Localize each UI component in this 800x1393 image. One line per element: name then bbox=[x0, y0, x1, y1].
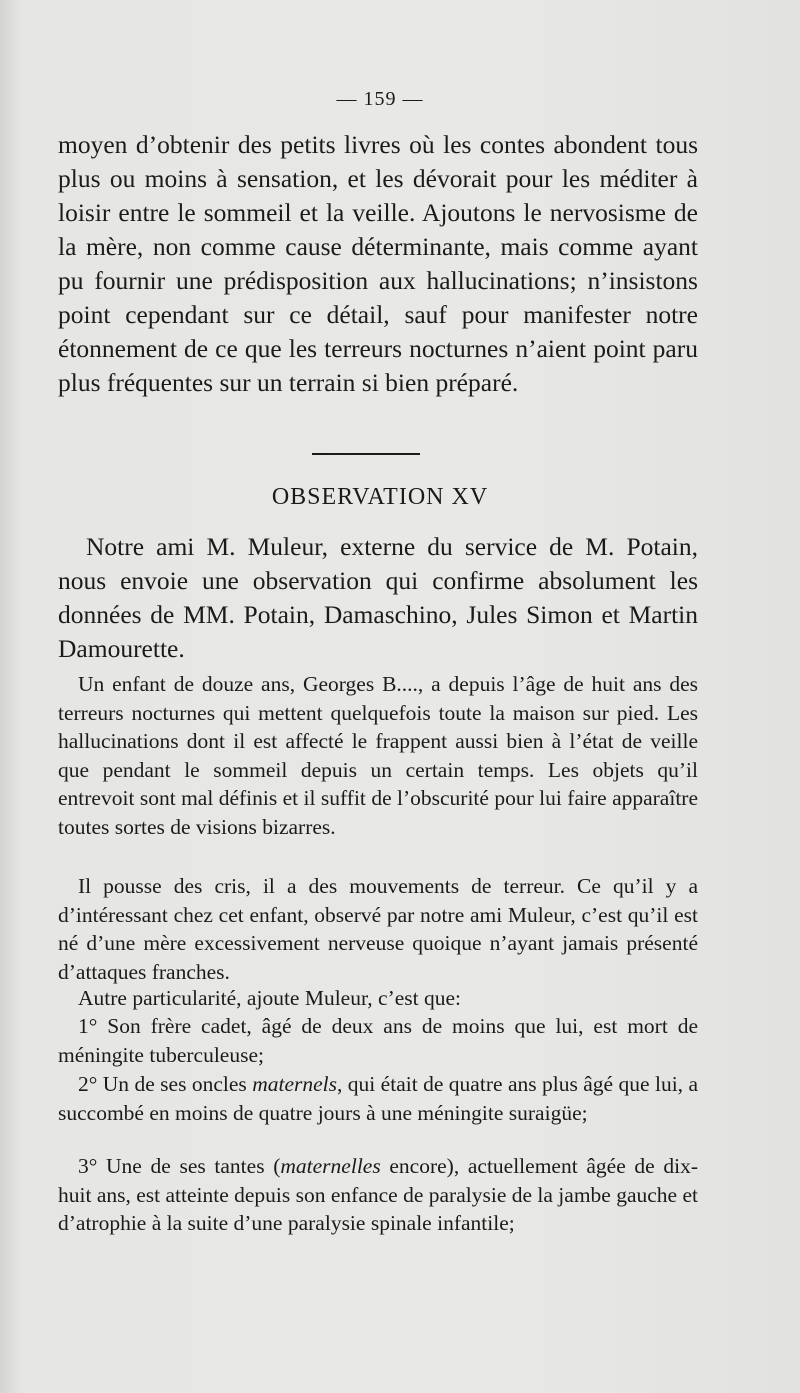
case-item-1 bbox=[58, 1012, 698, 1069]
case-text: Un enfant de douze ans, Georges B...., a depuis l’âge de huit ans des terreurs nocturnes qui mettent quelquefois toute la maison sur pied. Les hallucinations dont il est affecté le frappent aussi bien à l’état de veille que pendant le sommeil depuis un certain temps. Les objets qu’il entrevoit sont mal définis et il suffit de l’obscurité pour lui faire apparaître toutes sortes de visions bizarres. bbox=[58, 672, 698, 839]
section-divider bbox=[312, 453, 420, 455]
case-text-italic: maternels bbox=[252, 1072, 337, 1096]
case-paragraph-2 bbox=[58, 872, 698, 986]
case-text bbox=[58, 1070, 698, 1127]
case-paragraph-3 bbox=[58, 984, 698, 1013]
case-item-3 bbox=[58, 1152, 698, 1238]
observation-intro-paragraph: Notre ami M. Muleur, externe du service de M. Potain, nous envoie une observation qui confirme absolument les données de MM. Potain, Damaschino, Jules Simon et Martin Damourette. bbox=[58, 532, 698, 663]
case-item-2 bbox=[58, 1070, 698, 1127]
case-text-end: , qui était de quatre ans plus âgé que lui, a succombé en moins de quatre jours à une méningite suraigüe; bbox=[58, 1072, 699, 1125]
paragraph-continuation: moyen d’obtenir des petits livres où les contes abondent tous plus ou moins à sensation, et les dévorait pour les méditer à loisir entre le sommeil et la veille. Ajoutons le nervosisme de la mère, non comme cause déterminante, mais comme ayant pu fournir une prédisposition aux hallucinations; n’insistons point cependant sur ce détail, sauf pour manifester notre étonnement de ce que les terreurs nocturnes n’aient point paru plus fréquentes sur un terrain si bien préparé. bbox=[58, 130, 698, 397]
case-text-start: 3° Une de ses tantes ( bbox=[78, 1154, 281, 1178]
case-text-italic: maternelles bbox=[280, 1154, 381, 1178]
case-paragraph-1 bbox=[58, 670, 698, 842]
case-text: Autre particularité, ajoute Muleur, c’est que: bbox=[78, 986, 462, 1010]
case-text: 1° Son frère cadet, âgé de deux ans de moins que lui, est mort de méningite tuberculeuse; bbox=[58, 1014, 698, 1067]
page-number: — 159 — bbox=[336, 88, 424, 110]
case-text-start: 2° Un de ses oncles bbox=[78, 1072, 253, 1096]
observation-heading: OBSERVATION XV bbox=[271, 484, 489, 510]
case-text bbox=[58, 1152, 698, 1238]
case-text: Il pousse des cris, il a des mouvements de terreur. Ce qu’il y a d’intéressant chez cet enfant, observé par notre ami Muleur, c’est qu’il est né d’une mère excessivement nerveuse quoique n’ayant jamais présenté d’attaques franches. bbox=[58, 874, 698, 984]
case-text-end: encore), actuellement âgée de dix-huit ans, est atteinte depuis son enfance de paralysie de la jambe gauche et d’atrophie à la suite d’une paralysie spinale infantile; bbox=[58, 1154, 698, 1236]
